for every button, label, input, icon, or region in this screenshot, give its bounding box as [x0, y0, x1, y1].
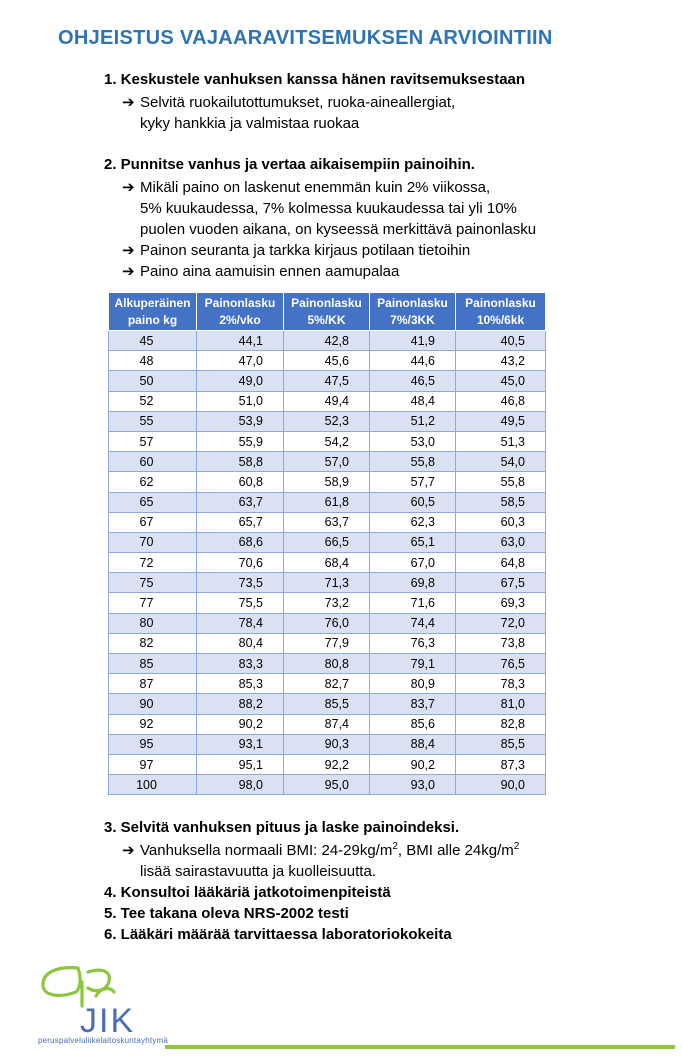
step-1-heading: 1. Keskustele vanhuksen kanssa hänen ravitsemuksestaan: [104, 71, 526, 88]
table-cell-value: 69,3: [456, 593, 546, 613]
table-cell-value: 98,0: [197, 775, 284, 795]
table-row: [109, 613, 546, 633]
arrow-right-icon: ➔: [122, 94, 135, 111]
table-cell-value: 95,1: [197, 754, 284, 774]
table-cell-value: 57,0: [284, 452, 370, 472]
table-cell-value: 49,4: [284, 391, 370, 411]
table-cell-value: 88,2: [197, 694, 284, 714]
table-cell-weight: 77: [109, 593, 197, 613]
table-cell-value: 57,7: [370, 472, 456, 492]
table-cell-value: 55,8: [456, 472, 546, 492]
table-row: [109, 391, 546, 411]
table-cell-weight: 75: [109, 573, 197, 593]
table-cell-value: 73,8: [456, 633, 546, 653]
table-cell-value: 76,0: [284, 613, 370, 633]
table-cell-value: 90,2: [197, 714, 284, 734]
table-cell-value: 90,3: [284, 734, 370, 754]
table-row: [109, 754, 546, 774]
table-cell-value: 65,1: [370, 532, 456, 552]
table-cell-value: 85,5: [284, 694, 370, 714]
table-cell-weight: 52: [109, 391, 197, 411]
table-cell-value: 51,3: [456, 431, 546, 451]
step-2-bullet-1-text: Mikäli paino on laskenut enemmän kuin 2% viikossa,: [140, 179, 491, 196]
step-1-bullet: [122, 92, 455, 113]
table-cell-value: 55,8: [370, 452, 456, 472]
table-cell-value: 85,5: [456, 734, 546, 754]
table-row: [109, 714, 546, 734]
step-6: 6. Lääkäri määrää tarvittaessa laboratoriokokeita: [104, 926, 452, 943]
table-cell-value: 80,8: [284, 654, 370, 674]
table-cell-value: 41,9: [370, 331, 456, 351]
table-cell-weight: 97: [109, 754, 197, 774]
table-cell-value: 81,0: [456, 694, 546, 714]
table-cell-value: 46,8: [456, 391, 546, 411]
table-cell-value: 45,0: [456, 371, 546, 391]
table-cell-weight: 82: [109, 633, 197, 653]
step-2-bullet-1-cont-1: 5% kuukaudessa, 7% kolmessa kuukaudessa tai yli 10%: [140, 200, 517, 217]
table-cell-weight: 50: [109, 371, 197, 391]
table-cell-value: 60,3: [456, 512, 546, 532]
step-3-bullet-cont: lisää sairastavuutta ja kuolleisuutta.: [140, 863, 376, 880]
table-cell-value: 85,3: [197, 674, 284, 694]
table-cell-value: 54,0: [456, 452, 546, 472]
table-cell-weight: 80: [109, 613, 197, 633]
logo-subtitle: peruspalveluliikelaitoskuntayhtymä: [38, 1036, 168, 1045]
table-cell-weight: 95: [109, 734, 197, 754]
step-1-bullet-cont: kyky hankkia ja valmistaa ruokaa: [140, 115, 360, 132]
table-cell-value: 78,3: [456, 674, 546, 694]
table-cell-value: 80,9: [370, 674, 456, 694]
table-cell-value: 70,6: [197, 553, 284, 573]
arrow-right-icon: ➔: [122, 842, 135, 859]
footer-divider: [165, 1045, 675, 1049]
table-cell-value: 71,3: [284, 573, 370, 593]
table-cell-value: 71,6: [370, 593, 456, 613]
table-cell-value: 49,0: [197, 371, 284, 391]
table-row: [109, 593, 546, 613]
step-3-heading: 3. Selvitä vanhuksen pituus ja laske painoindeksi.: [104, 819, 460, 836]
table-cell-value: 58,8: [197, 452, 284, 472]
table-cell-value: 42,8: [284, 331, 370, 351]
step-5: 5. Tee takana oleva NRS-2002 testi: [104, 905, 349, 922]
table-cell-value: 72,0: [456, 613, 546, 633]
table-cell-value: 85,6: [370, 714, 456, 734]
table-cell-value: 78,4: [197, 613, 284, 633]
table-row: [109, 431, 546, 451]
table-cell-value: 51,2: [370, 411, 456, 431]
table-cell-value: 63,0: [456, 532, 546, 552]
table-cell-weight: 67: [109, 512, 197, 532]
table-cell-weight: 70: [109, 532, 197, 552]
table-cell-value: 67,5: [456, 573, 546, 593]
table-cell-value: 92,2: [284, 754, 370, 774]
table-cell-value: 76,5: [456, 654, 546, 674]
table-cell-value: 58,5: [456, 492, 546, 512]
table-cell-value: 63,7: [197, 492, 284, 512]
table-cell-value: 82,7: [284, 674, 370, 694]
table-row: [109, 411, 546, 431]
arrow-right-icon: ➔: [122, 242, 135, 259]
table-cell-value: 79,1: [370, 654, 456, 674]
table-cell-weight: 85: [109, 654, 197, 674]
step-2-bullet-3-text: Paino aina aamuisin ennen aamupalaa: [140, 263, 400, 280]
table-cell-weight: 55: [109, 411, 197, 431]
table-row: [109, 654, 546, 674]
step-2-bullet-1-cont-2: puolen vuoden aikana, on kyseessä merkittävä painonlasku: [140, 221, 537, 238]
table-cell-weight: 90: [109, 694, 197, 714]
table-row: [109, 371, 546, 391]
table-cell-value: 68,4: [284, 553, 370, 573]
table-cell-value: 67,0: [370, 553, 456, 573]
table-cell-value: 63,7: [284, 512, 370, 532]
table-row: [109, 573, 546, 593]
table-cell-value: 88,4: [370, 734, 456, 754]
table-cell-weight: 57: [109, 431, 197, 451]
col-header-loss-10pct-6months: Painonlasku 10%/6kk: [456, 293, 546, 331]
table-cell-value: 47,5: [284, 371, 370, 391]
table-cell-value: 60,5: [370, 492, 456, 512]
table-cell-value: 74,4: [370, 613, 456, 633]
table-row: [109, 633, 546, 653]
table-cell-value: 61,8: [284, 492, 370, 512]
table-row: [109, 512, 546, 532]
table-cell-value: 82,8: [456, 714, 546, 734]
table-row: [109, 674, 546, 694]
table-cell-weight: 87: [109, 674, 197, 694]
table-row: [109, 734, 546, 754]
table-cell-value: 73,5: [197, 573, 284, 593]
table-cell-value: 77,9: [284, 633, 370, 653]
table-cell-weight: 72: [109, 553, 197, 573]
table-row: [109, 351, 546, 371]
table-row: [109, 532, 546, 552]
weight-loss-table: [108, 292, 546, 795]
table-cell-value: 87,4: [284, 714, 370, 734]
table-cell-value: 83,7: [370, 694, 456, 714]
col-header-loss-7pct-3months: Painonlasku 7%/3KK: [370, 293, 456, 331]
table-cell-value: 75,5: [197, 593, 284, 613]
table-cell-value: 80,4: [197, 633, 284, 653]
table-cell-value: 45,6: [284, 351, 370, 371]
col-header-original-weight: Alkuperäinen paino kg: [109, 293, 197, 331]
table-cell-weight: 48: [109, 351, 197, 371]
table-cell-value: 55,9: [197, 431, 284, 451]
table-row: [109, 492, 546, 512]
table-cell-weight: 92: [109, 714, 197, 734]
step-2-bullet-3: [122, 261, 399, 282]
table-cell-value: 62,3: [370, 512, 456, 532]
table-row: [109, 472, 546, 492]
table-cell-value: 83,3: [197, 654, 284, 674]
table-cell-value: 95,0: [284, 775, 370, 795]
table-cell-value: 93,0: [370, 775, 456, 795]
page-title: OHJEISTUS VAJAARAVITSEMUKSEN ARVIOINTIIN: [58, 27, 553, 49]
table-cell-value: 46,5: [370, 371, 456, 391]
table-header-row: [109, 293, 546, 331]
table-cell-value: 54,2: [284, 431, 370, 451]
arrow-right-icon: ➔: [122, 263, 135, 280]
table-cell-value: 66,5: [284, 532, 370, 552]
table-cell-value: 47,0: [197, 351, 284, 371]
table-cell-value: 49,5: [456, 411, 546, 431]
table-cell-value: 64,8: [456, 553, 546, 573]
table-cell-value: 90,0: [456, 775, 546, 795]
step-2-heading: 2. Punnitse vanhus ja vertaa aikaisempiin painoihin.: [104, 156, 475, 173]
table-cell-value: 93,1: [197, 734, 284, 754]
step-4: 4. Konsultoi lääkäriä jatkotoimenpiteistä: [104, 884, 391, 901]
step-1-bullet-text: Selvitä ruokailutottumukset, ruoka-aineallergiat,: [140, 94, 456, 111]
step-3-bullet: ➔ Vanhuksella normaali BMI: $24-29kg/m^2$, BMI alle $24kg/m^2$: [122, 841, 520, 859]
table-cell-value: 44,1: [197, 331, 284, 351]
arrow-right-icon: ➔: [122, 179, 135, 196]
table-cell-value: 68,6: [197, 532, 284, 552]
table-cell-weight: 45: [109, 331, 197, 351]
table-cell-value: 69,8: [370, 573, 456, 593]
table-row: [109, 331, 546, 351]
table-cell-value: 48,4: [370, 391, 456, 411]
col-header-loss-5pct-month: Painonlasku 5%/KK: [284, 293, 370, 331]
table-row: [109, 775, 546, 795]
table-row: [109, 553, 546, 573]
table-cell-value: 53,0: [370, 431, 456, 451]
table-cell-weight: 62: [109, 472, 197, 492]
step-2-bullet-2: [122, 240, 470, 261]
table-cell-value: 44,6: [370, 351, 456, 371]
table-row: [109, 694, 546, 714]
table-cell-value: 76,3: [370, 633, 456, 653]
table-cell-value: 90,2: [370, 754, 456, 774]
table-cell-weight: 60: [109, 452, 197, 472]
step-2-bullet-1: [122, 177, 490, 198]
table-cell-value: 52,3: [284, 411, 370, 431]
table-cell-value: 87,3: [456, 754, 546, 774]
table-cell-value: 60,8: [197, 472, 284, 492]
table-row: [109, 452, 546, 472]
table-cell-value: 51,0: [197, 391, 284, 411]
table-cell-value: 40,5: [456, 331, 546, 351]
table-cell-value: 73,2: [284, 593, 370, 613]
col-header-loss-2pct-week: Painonlasku 2%/vko: [197, 293, 284, 331]
step-2-bullet-2-text: Painon seuranta ja tarkka kirjaus potilaan tietoihin: [140, 242, 471, 259]
table-cell-value: 65,7: [197, 512, 284, 532]
table-cell-weight: 65: [109, 492, 197, 512]
table-cell-value: 43,2: [456, 351, 546, 371]
table-cell-value: 53,9: [197, 411, 284, 431]
table-cell-value: 58,9: [284, 472, 370, 492]
table-cell-weight: 100: [109, 775, 197, 795]
logo-text: JIK: [80, 1002, 136, 1040]
